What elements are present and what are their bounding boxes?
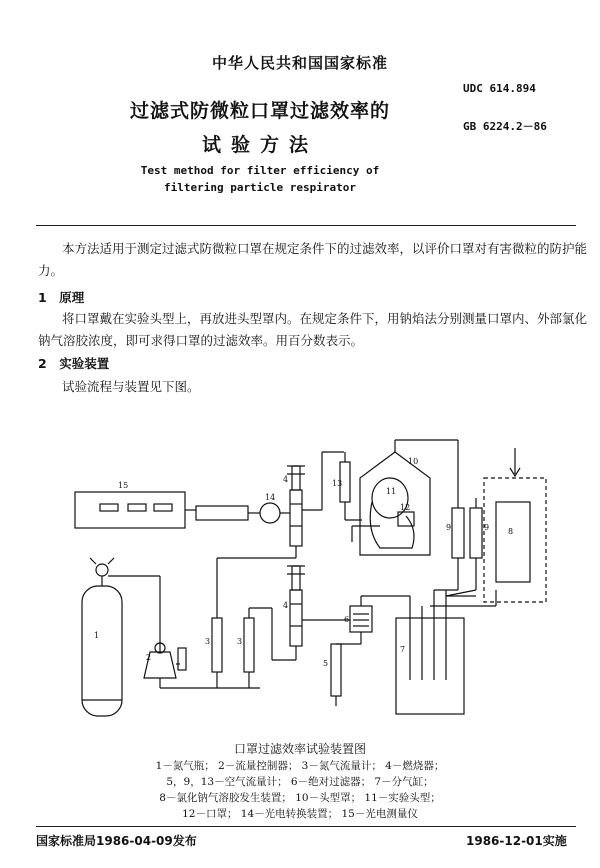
label-4-lower: 4 (283, 601, 289, 610)
label-1: 1 (94, 631, 100, 640)
label-3-right: 3 (237, 637, 243, 646)
label-4-upper: 4 (283, 475, 289, 484)
standard-header: 中华人民共和国国家标准 (211, 54, 388, 72)
figure-caption: 口罩过滤效率试验装置图 (233, 742, 366, 756)
title-zh-line2: 试验方法 (201, 134, 318, 156)
publish-date: 国家标准局1986-04-09发布 (36, 834, 197, 848)
intro-line2: 力。 (38, 263, 64, 278)
label-3-left: 3 (205, 637, 211, 646)
label-11: 11 (386, 487, 397, 496)
apparatus-diagram (0, 430, 600, 730)
section2-line1: 试验流程与装置见下图。 (62, 379, 200, 394)
top-rule (36, 225, 576, 226)
gb-code: GB 6224.2－86 (463, 120, 547, 133)
label-6: 6 (344, 615, 350, 624)
title-en-line2: filtering particle respirator (163, 181, 357, 194)
label-9-right: 9 (484, 523, 490, 532)
photo-converter-circle (260, 503, 280, 523)
head-cover-outline (360, 452, 430, 555)
title-en-line1: Test method for filter efficiency of (140, 164, 380, 177)
section1-line2: 钠气溶胶浓度，即可求得口罩的过滤效率。用百分数表示。 (38, 333, 364, 348)
label-15: 15 (118, 481, 129, 490)
section1-title: 1 原理 (38, 290, 85, 305)
title-zh-line1: 过滤式防微粒口罩过滤效率的 (129, 100, 390, 122)
label-12: 12 (400, 503, 411, 512)
label-14: 14 (265, 493, 276, 502)
udc-code: UDC 614.894 (463, 82, 536, 95)
bottom-rule (36, 826, 576, 827)
label-10: 10 (408, 457, 419, 466)
effective-date: 1986-12-01实施 (466, 834, 567, 848)
label-2: 2 (146, 653, 152, 662)
label-8: 8 (508, 527, 514, 536)
photoelectric-meter-box (75, 492, 185, 528)
legend-line2: 5，9，13－空气流量计； 6－绝对过滤器； 7－分气缸； (166, 776, 434, 788)
label-9-left: 9 (446, 523, 452, 532)
label-5: 5 (323, 659, 329, 668)
label-13: 13 (332, 479, 343, 488)
section2-title: 2 实验装置 (38, 356, 110, 371)
legend-line4: 12－口罩； 14－光电转换装置； 15－光电测量仪 (182, 808, 418, 820)
section1-line1: 将口罩戴在实验头型上，再放进头型罩内。在规定条件下，用钠焰法分别测量口罩内、外部氯化 (62, 311, 588, 326)
legend-line3: 8－氯化钠气溶胶发生装置； 10－头型罩； 11－实验头型； (159, 792, 441, 804)
intro-line1: 本方法适用于测定过滤式防微粒口罩在规定条件下的过滤效率，以评价口罩对有害微粒的防护能 (62, 241, 588, 256)
legend-line1: 1－氮气瓶； 2－流量控制器； 3－氮气流量计； 4－燃烧器； (155, 760, 445, 772)
label-7: 7 (400, 645, 406, 654)
